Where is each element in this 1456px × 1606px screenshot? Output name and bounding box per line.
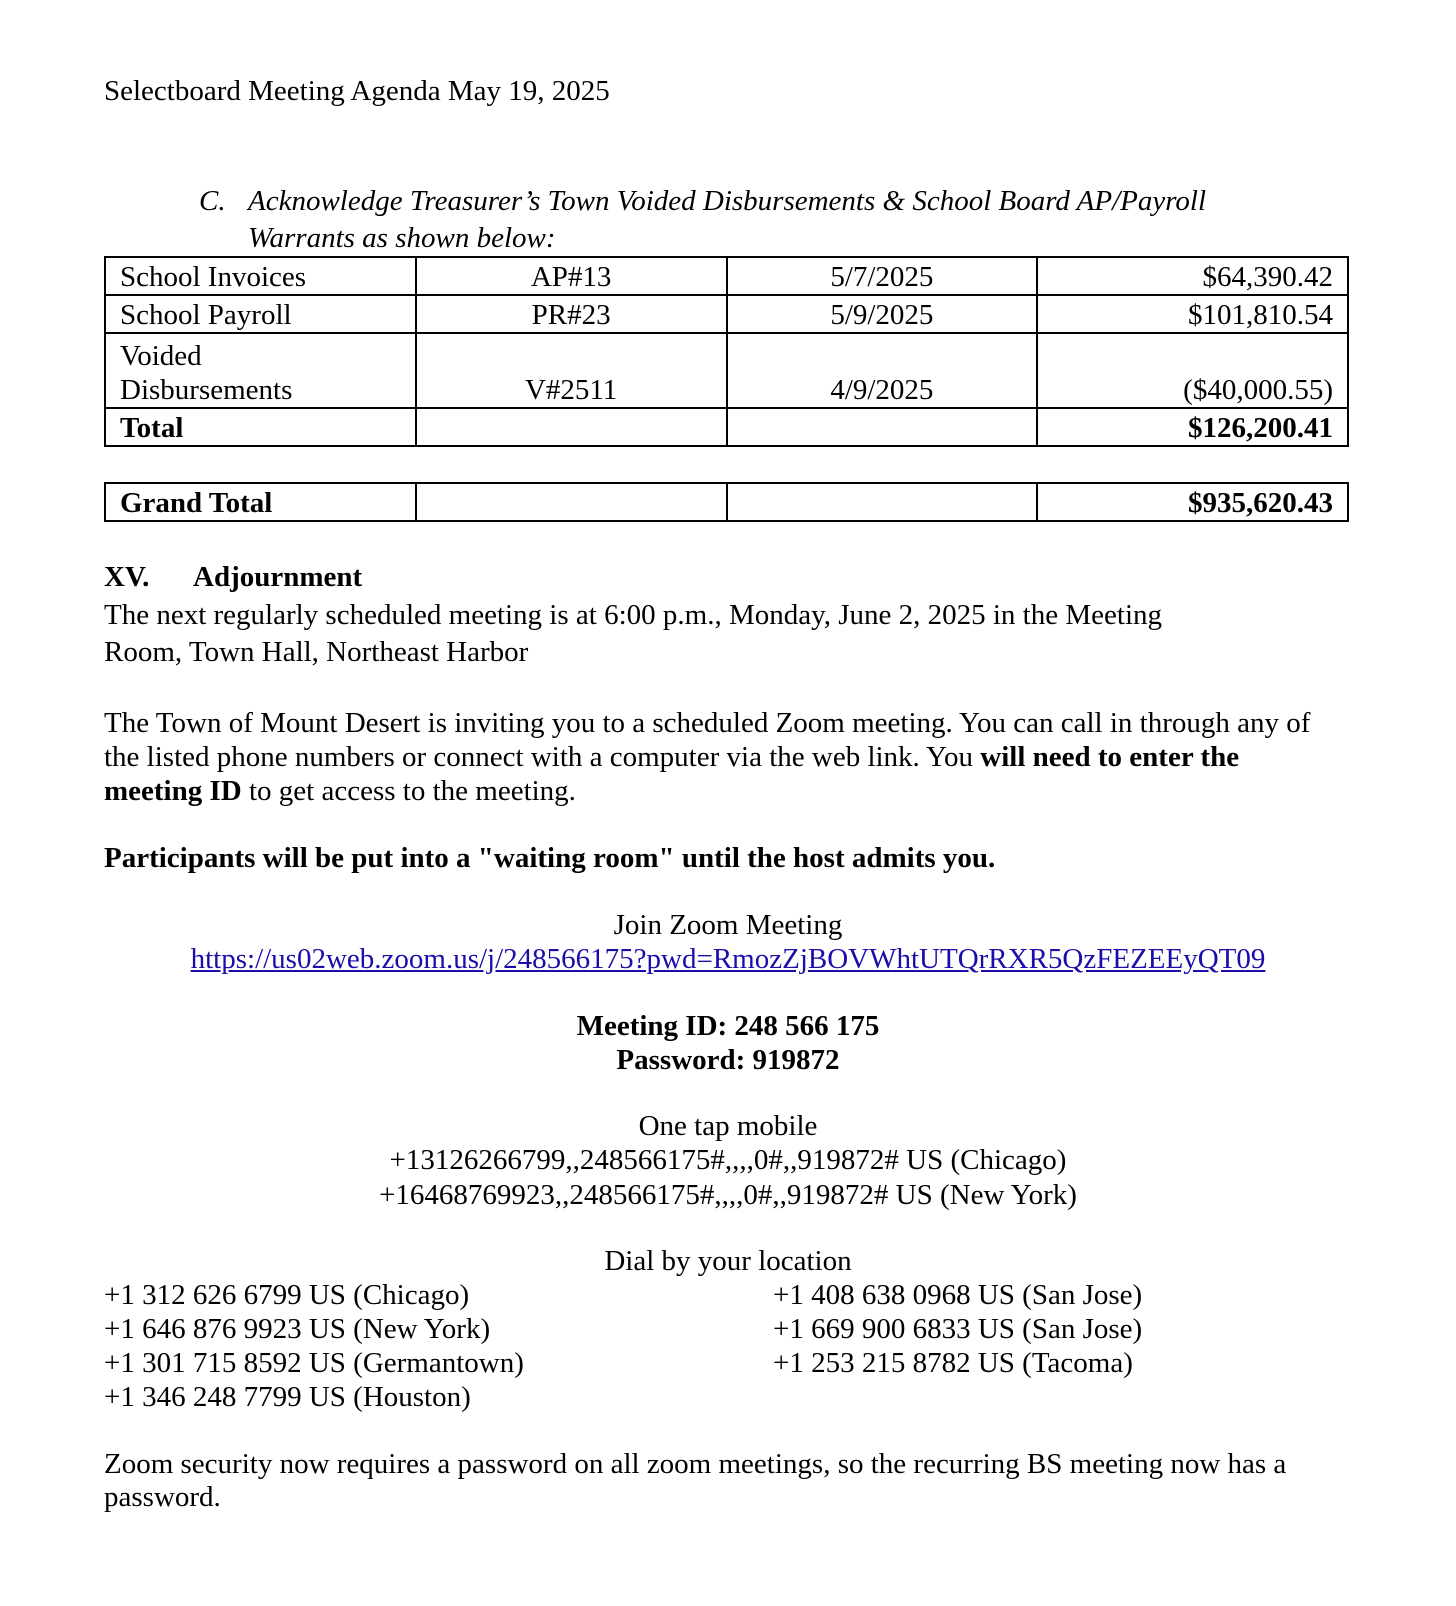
grand-total-amount: $935,620.43 bbox=[1037, 483, 1348, 521]
dial-number: +1 301 715 8592 US (Germantown) bbox=[104, 1347, 524, 1379]
grand-total-table bbox=[104, 482, 1349, 522]
empty-cell bbox=[416, 408, 727, 446]
section-heading: Adjournment bbox=[193, 561, 363, 593]
item-c-marker: C. bbox=[199, 185, 226, 217]
cell-ref: PR#23 bbox=[416, 295, 727, 333]
empty-cell bbox=[416, 483, 727, 521]
text: the listed phone numbers or connect with a computer via the web link. You bbox=[104, 741, 981, 773]
dial-number: +1 253 215 8782 US (Tacoma) bbox=[773, 1347, 1133, 1379]
text: to get access to the meeting. bbox=[241, 775, 576, 807]
cell-amount: $101,810.54 bbox=[1037, 295, 1348, 333]
cell-name: School Invoices bbox=[105, 257, 416, 295]
table-row bbox=[105, 257, 1348, 295]
security-note-line2: password. bbox=[104, 1481, 221, 1513]
dial-label: Dial by your location bbox=[604, 1245, 852, 1277]
total-label: Total bbox=[105, 408, 416, 446]
security-note-line1: Zoom security now requires a password on all zoom meetings, so the recurring BS meeting now has a bbox=[104, 1448, 1287, 1480]
zoom-intro-line3 bbox=[104, 774, 576, 808]
cell-name bbox=[105, 333, 416, 408]
cell-name: School Payroll bbox=[105, 295, 416, 333]
dial-number: +1 408 638 0968 US (San Jose) bbox=[773, 1279, 1143, 1311]
dial-number: +1 669 900 6833 US (San Jose) bbox=[773, 1313, 1143, 1345]
page-title: Selectboard Meeting Agenda May 19, 2025 bbox=[104, 75, 610, 107]
one-tap-label: One tap mobile bbox=[638, 1110, 818, 1142]
warrants-table bbox=[104, 256, 1349, 447]
zoom-intro-line2 bbox=[104, 740, 1239, 774]
adjournment-line2: Room, Town Hall, Northeast Harbor bbox=[104, 636, 529, 668]
dial-number: +1 346 248 7799 US (Houston) bbox=[104, 1381, 471, 1413]
zoom-intro-line1: The Town of Mount Desert is inviting you to a scheduled Zoom meeting. You can call in through any of bbox=[104, 707, 1311, 739]
total-amount: $126,200.41 bbox=[1037, 408, 1348, 446]
cell-name-line2: Disbursements bbox=[120, 374, 293, 406]
cell-date: 5/7/2025 bbox=[727, 257, 1038, 295]
grand-total-row bbox=[105, 483, 1348, 521]
dial-number: +1 646 876 9923 US (New York) bbox=[104, 1313, 491, 1345]
waiting-room-note: Participants will be put into a "waiting room" until the host admits you. bbox=[104, 842, 996, 874]
adjournment-line1: The next regularly scheduled meeting is at 6:00 p.m., Monday, June 2, 2025 in the Meeting bbox=[104, 599, 1163, 631]
table-row bbox=[105, 295, 1348, 333]
bold-text: will need to enter the bbox=[980, 741, 1240, 773]
cell-amount: ($40,000.55) bbox=[1037, 333, 1348, 408]
total-row bbox=[105, 408, 1348, 446]
join-label: Join Zoom Meeting bbox=[613, 909, 843, 941]
cell-date: 4/9/2025 bbox=[727, 333, 1038, 408]
empty-cell bbox=[727, 483, 1038, 521]
zoom-meeting-link[interactable]: https://us02web.zoom.us/j/248566175?pwd=RmozZjBOVWhtUTQrRXR5QzFEZEEyQT09 bbox=[190, 943, 1266, 975]
item-c-line2: Warrants as shown below: bbox=[248, 222, 556, 254]
bold-text: meeting ID bbox=[104, 775, 242, 807]
section-number: XV. bbox=[104, 561, 150, 593]
cell-ref: AP#13 bbox=[416, 257, 727, 295]
cell-amount: $64,390.42 bbox=[1037, 257, 1348, 295]
dial-number: +1 312 626 6799 US (Chicago) bbox=[104, 1279, 470, 1311]
meeting-password: Password: 919872 bbox=[616, 1044, 840, 1076]
cell-ref: V#2511 bbox=[416, 333, 727, 408]
cell-name-line1: Voided bbox=[120, 340, 202, 372]
item-c-line1: Acknowledge Treasurer’s Town Voided Disbursements & School Board AP/Payroll bbox=[248, 185, 1207, 217]
cell-date: 5/9/2025 bbox=[727, 295, 1038, 333]
one-tap-number: +13126266799,,248566175#,,,,0#,,919872# US (Chicago) bbox=[389, 1144, 1067, 1176]
one-tap-number: +16468769923,,248566175#,,,,0#,,919872# US (New York) bbox=[379, 1179, 1077, 1211]
table-row bbox=[105, 333, 1348, 408]
grand-total-label: Grand Total bbox=[105, 483, 416, 521]
empty-cell bbox=[727, 408, 1038, 446]
meeting-id: Meeting ID: 248 566 175 bbox=[576, 1010, 880, 1042]
